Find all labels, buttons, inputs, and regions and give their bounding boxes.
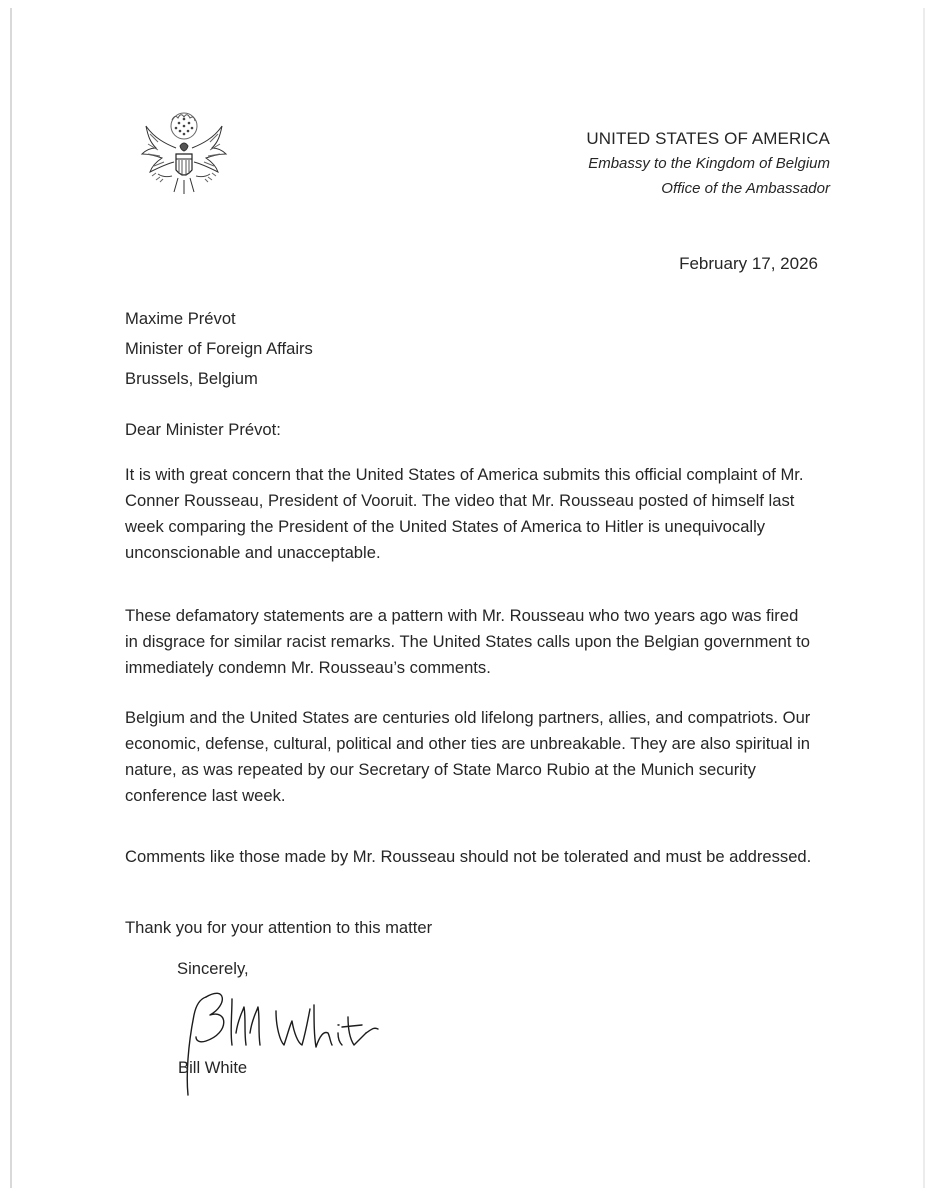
paragraph-text: These defamatory statements are a pattern with Mr. Rousseau who two years ago was fired in disgrace for similar racist remarks. The United States calls upon the Belgian government to immediately condemn Mr. Rousseau’s comments. — [125, 606, 810, 677]
body-paragraph — [125, 705, 815, 809]
salutation: Dear Minister Prévot: — [125, 420, 281, 439]
recipient-title: Minister of Foreign Affairs — [125, 339, 313, 358]
great-seal-icon — [136, 104, 232, 204]
page-left-edge — [10, 8, 12, 1188]
paragraph-text: It is with great concern that the United States of America submits this official complaint of Mr. Conner Rousseau, President of Vooruit. The video that Mr. Rousseau posted of himself last week comparing the President of the United States of America to Hitler is unequivocally unconscionable and unacceptable. — [125, 465, 804, 562]
paragraph-text: Comments like those made by Mr. Rousseau should not be tolerated and must be addressed. — [125, 847, 812, 866]
letterhead — [586, 126, 830, 201]
paragraph-text: Belgium and the United States are centuries old lifelong partners, allies, and compatriots. Our economic, defense, cultural, political and other ties are unbreakable. They are also spiritual in nature, as was repeated by our Secretary of State Marco Rubio at the Munich security conference last week. — [125, 708, 811, 805]
recipient-location: Brussels, Belgium — [125, 369, 258, 388]
body-paragraph — [125, 603, 815, 681]
thanks-line: Thank you for your attention to this matter — [125, 918, 433, 937]
body-paragraph — [125, 844, 815, 870]
signer-name: Bill White — [178, 1058, 248, 1077]
letter-date: February 17, 2026 — [679, 254, 818, 273]
signature-icon — [166, 975, 386, 1100]
recipient-address — [125, 304, 815, 394]
recipient-name: Maxime Prévot — [125, 309, 236, 328]
letterhead-embassy: Embassy to the Kingdom of Belgium — [588, 155, 830, 172]
page-right-edge — [923, 8, 925, 1188]
letterhead-office: Office of the Ambassador — [661, 180, 830, 197]
closing: Sincerely, — [177, 959, 249, 978]
body-paragraph — [125, 462, 815, 566]
letterhead-country: UNITED STATES OF AMERICA — [586, 129, 830, 148]
